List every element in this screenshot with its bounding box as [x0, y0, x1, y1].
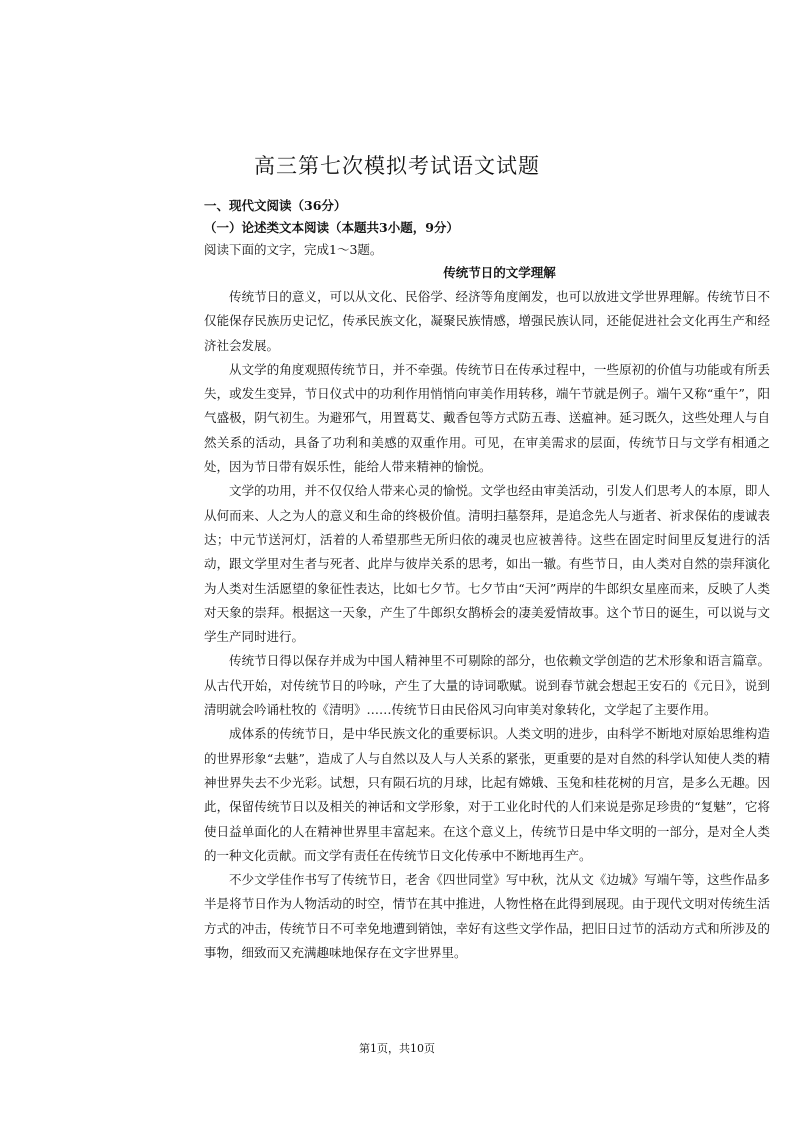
article-body [204, 285, 770, 965]
exam-content [204, 195, 770, 965]
paragraph-2: 从文学的角度观照传统节日，并不牵强。传统节日在传承过程中，一些原初的价值与功能或有所丢失，或发生变异，节日仪式中的功利作用悄悄向审美作用转移，端午节就是例子。端午又称“重午”，阳气盛极，阴气初生。为避邪气，用置葛艾、戴香包等方式防五毒、送瘟神。延习既久，这些处理人与自然关系的活动，具备了功利和美感的双重作用。可见，在审美需求的层面，传统节日与文学有相通之处，因为节日带有娱乐性，能给人带来精神的愉悦。 [204, 361, 770, 475]
reading-instruction: 阅读下面的文字，完成1～3题。 [204, 242, 383, 257]
paragraph-5: 成体系的传统节日，是中华民族文化的重要标识。人类文明的进步，由科学不断地对原始思维构造的世界形象“去魅”，造成了人与自然以及人与人关系的紧张，更重要的是对自然的科学认知使人类的精神世界失去不少光彩。试想，只有陨石坑的月球，比起有嫦娥、玉兔和桂花树的月宫，是多么无趣。因此，保留传统节日以及相关的神话和文学形象，对于工业化时代的人们来说是弥足珍贵的“复魅”，它将使日益单面化的人在精神世界里丰富起来。在这个意义上，传统节日是中华文明的一部分，是对全人类的一种文化贡献。而文学有责任在传统节日文化传承中不断地再生产。 [204, 726, 770, 863]
paragraph-6: 不少文学佳作书写了传统节日，老舍《四世同堂》写中秋，沈从文《边城》写端午等，这些作品多半是将节日作为人物活动的时空，情节在其中推进，人物性格在此得到展现。由于现代文明对传统生活方式的冲击，传统节日不可幸免地遭到销蚀，幸好有这些文学作品，把旧日过节的活动方式和所涉及的事物，细致而又充满趣味地保存在文字世界里。 [204, 872, 770, 961]
subsection-heading-argumentative: （一）论述类文本阅读（本题共3小题，9分） [204, 220, 459, 235]
paragraph-1: 传统节日的意义，可以从文化、民俗学、经济等角度阐发，也可以放进文学世界理解。传统节日不仅能保存民族历史记忆，传承民族文化，凝聚民族情感，增强民族认同，还能促进社会文化再生产和经济社会发展。 [204, 289, 770, 353]
paragraph-4: 传统节日得以保存并成为中国人精神里不可剔除的部分，也依赖文学创造的艺术形象和语言篇章。从古代开始，对传统节日的吟咏，产生了大量的诗词歌赋。说到春节就会想起王安石的《元日》，说到清明就会吟诵杜牧的《清明》……传统节日由民俗风习向审美对象转化，文学起了主要作用。 [204, 653, 770, 718]
page-footer: 第1页，共10页 [359, 1042, 435, 1055]
paragraph-3: 文学的功用，并不仅仅给人带来心灵的愉悦。文学也经由审美活动，引发人们思考人的本原，即人从何而来、人之为人的意义和生命的终极价值。清明扫墓祭拜，是追念先人与逝者、祈求保佑的虔诚表达；中元节送河灯，活着的人希望那些无所归依的魂灵也应被善待。这些在固定时间里反复进行的活动，跟文学里对生者与死者、此岸与彼岸关系的思考，如出一辙。有些节日，由人类对自然的崇拜演化为人类对生活愿望的象征性表达，比如七夕节。七夕节由“天河”两岸的牛郎织女星座而来，反映了人类对天象的崇拜。根据这一天象，产生了牛郎织女鹊桥会的凄美爱情故事。这个节日的诞生，可以说与文学生产同时进行。 [204, 483, 770, 645]
exam-title: 高三第七次模拟考试语文试题 [254, 154, 540, 178]
section-heading-modern-reading: 一、现代文阅读（36分） [204, 198, 347, 213]
article-title: 传统节日的文学理解 [443, 265, 556, 280]
